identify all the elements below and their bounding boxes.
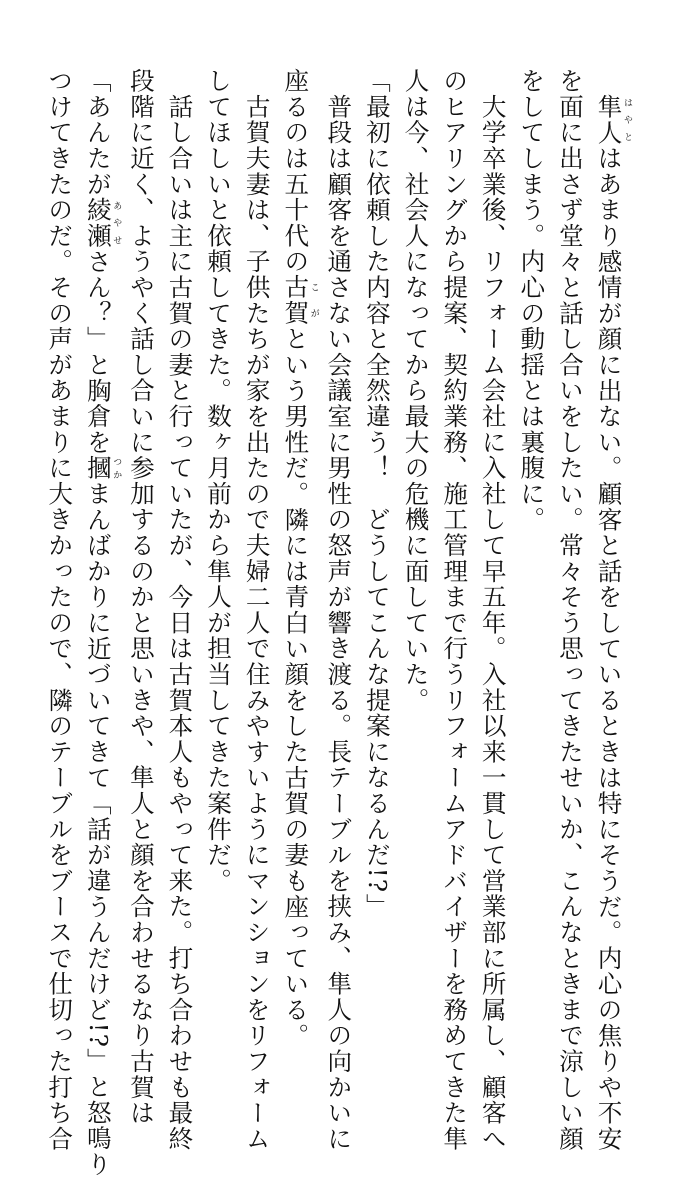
text-line: してほしいと依頼してきた。数ヶ月前から隼人が担当してきた案件だ。 xyxy=(204,68,234,894)
ruby-annotation: 隼人はやと xyxy=(594,93,632,146)
text-line: つけてきたのだ。その声があまりに大きかったので、隣のテーブルをブースで仕切った打ち合 xyxy=(45,68,75,1152)
text-line: 隼人はやとはあまり感情が顔に出ない。顧客と話をしているときは特にそうだ。内心の焦りや不安 xyxy=(594,93,632,1152)
text-line: 座るのは五十代の古賀こがという男性だ。隣には青白い顔をした古賀の妻も座っている。 xyxy=(281,68,319,1049)
vertical-text-body xyxy=(40,68,632,1177)
text-line: 人は今、社会人になってから最大の危機に面していた。 xyxy=(401,68,431,713)
ruby-annotation: 綾瀬あやせ xyxy=(83,197,122,249)
text-line: のヒアリングから提案、契約業務、施工管理まで行うリフォームアドバイザーを務めてきた隼 xyxy=(440,68,470,1152)
text-line: 段階に近く、ようやく話し合いに参加するのかと思いきや、隼人と顔を合わせるなり古賀は xyxy=(126,68,156,1126)
text-line: を面に出さず堂々と話し合いをしたい。常々そう思ってきたせいか、こんなときまで涼しい顔 xyxy=(555,68,585,1152)
text-line: 大学卒業後、リフォーム会社に入社して早五年。入社以来一貫して営業部に所属し、顧客へ xyxy=(478,68,508,1152)
text-line: 「あんたが綾瀬あやせさん？」と胸倉を摑つかまんばかりに近づいてきて「話が違うんだけど!?」と怒鳴り xyxy=(83,68,122,1177)
ruby-annotation: 古賀こが xyxy=(281,274,319,327)
ruby-annotation: 摑つか xyxy=(83,455,122,481)
text-line: 「最初に依頼した内容と全然違う！ どうしてこんな提案になるんだ!?」 xyxy=(362,68,392,920)
text-line: 話し合いは主に古賀の妻と行っていたが、今日は古賀本人もやって来た。打ち合わせも最終 xyxy=(165,68,195,1152)
text-line: 古賀夫妻は、子供たちが家を出たので夫婦二人で住みやすいようにマンションをリフォーム xyxy=(242,68,272,1152)
text-line: 普段は顧客を通さない会議室に男性の怒声が響き渡る。長テーブルを挟み、隼人の向かいに xyxy=(324,68,354,1152)
text-line: をしてしまう。内心の動揺とは裏腹に。 xyxy=(517,68,547,533)
